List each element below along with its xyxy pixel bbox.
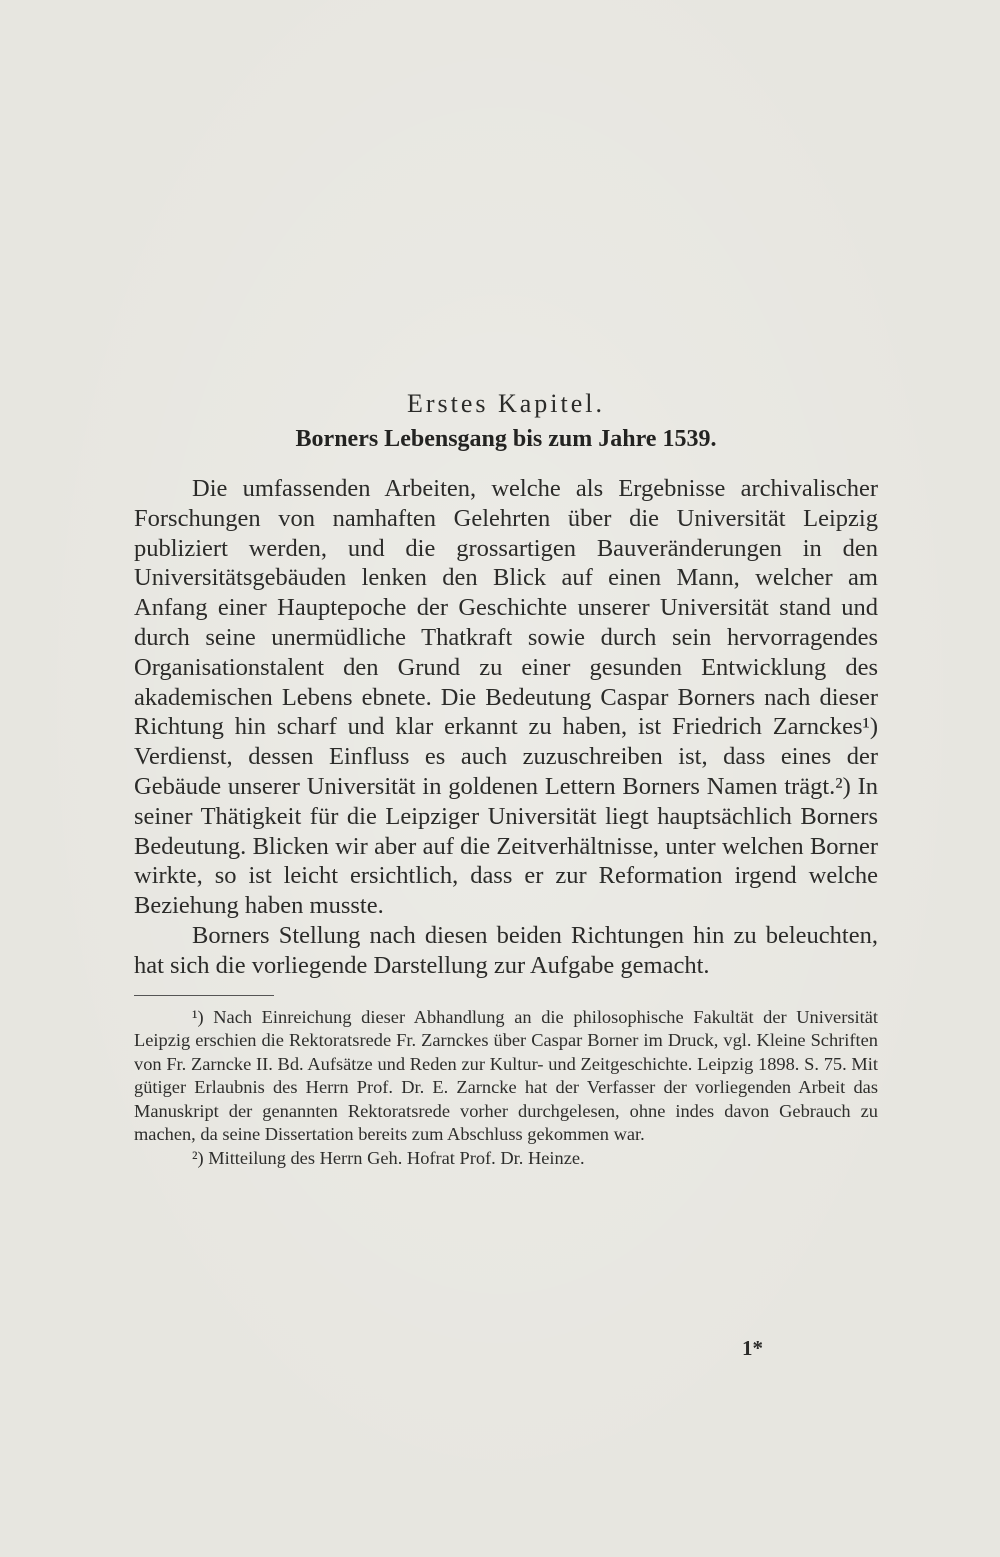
signature-mark: 1* bbox=[742, 1336, 763, 1360]
chapter-title: Borners Lebensgang bis zum Jahre 1539. bbox=[295, 426, 717, 452]
paragraph-2: Borners Stellung nach diesen beiden Richtungen hin zu beleuchten, hat sich die vorliegende Darstellung zur Aufgabe gemacht. bbox=[134, 921, 878, 979]
footnote-2: ²) Mitteilung des Herrn Geh. Hofrat Prof. Dr. Heinze. bbox=[192, 1147, 585, 1168]
footnote-1: ¹) Nach Einreichung dieser Abhandlung an die philosophische Fakultät der Universität Leipzig erschien die Rektoratsrede Fr. Zarnckes über Caspar Borner im Druck, vgl. Kleine Schriften von Fr. Zarncke II. Bd. Aufsätze und Reden zur Kultur- und Zeitgeschichte. Leipzig 1898. S. 75. Mit gütiger Erlaubnis des Herrn Prof. Dr. E. Zarncke hat der Verfasser der vorliegenden Arbeit das Manuskript der genannten Rektoratsrede vorher durchgelesen, ohne indes davon Gebrauch zu machen, da seine Dissertation bereits zum Abschluss gekommen war. bbox=[134, 1006, 878, 1145]
paragraph-1: Die umfassenden Arbeiten, welche als Ergebnisse archivalischer Forschungen von namhaften Gelehrten über die Universität Leipzig publiziert werden, und die grossartigen Bauveränderungen in den Universitätsgebäuden lenken den Blick auf einen Mann, welcher am Anfang einer Hauptepoche der Geschichte unserer Universität stand und durch seine unermüdliche Thatkraft sowie durch sein hervorragendes Organisationstalent den Grund zu einer gesunden Entwicklung des akademischen Lebens ebnete. Die Bedeutung Caspar Borners nach dieser Richtung hin scharf und klar erkannt zu haben, ist Friedrich Zarnckes¹) Verdienst, dessen Einfluss es auch zuzuschreiben ist, dass eines der Gebäude unserer Universität in goldenen Lettern Borners Namen trägt.²) In seiner Thätigkeit für die Leipziger Universität liegt hauptsächlich Borners Bedeutung. Blicken wir aber auf die Zeitverhältnisse, unter welchen Borner wirkte, so ist leicht ersichtlich, dass er zur Reformation irgend welche Beziehung haben musste. bbox=[134, 475, 878, 920]
body-text bbox=[134, 474, 878, 981]
footnote-rule bbox=[134, 995, 274, 996]
footnotes bbox=[134, 1006, 878, 1171]
page-content bbox=[134, 388, 878, 1170]
chapter-label: Erstes Kapitel. bbox=[406, 389, 606, 418]
